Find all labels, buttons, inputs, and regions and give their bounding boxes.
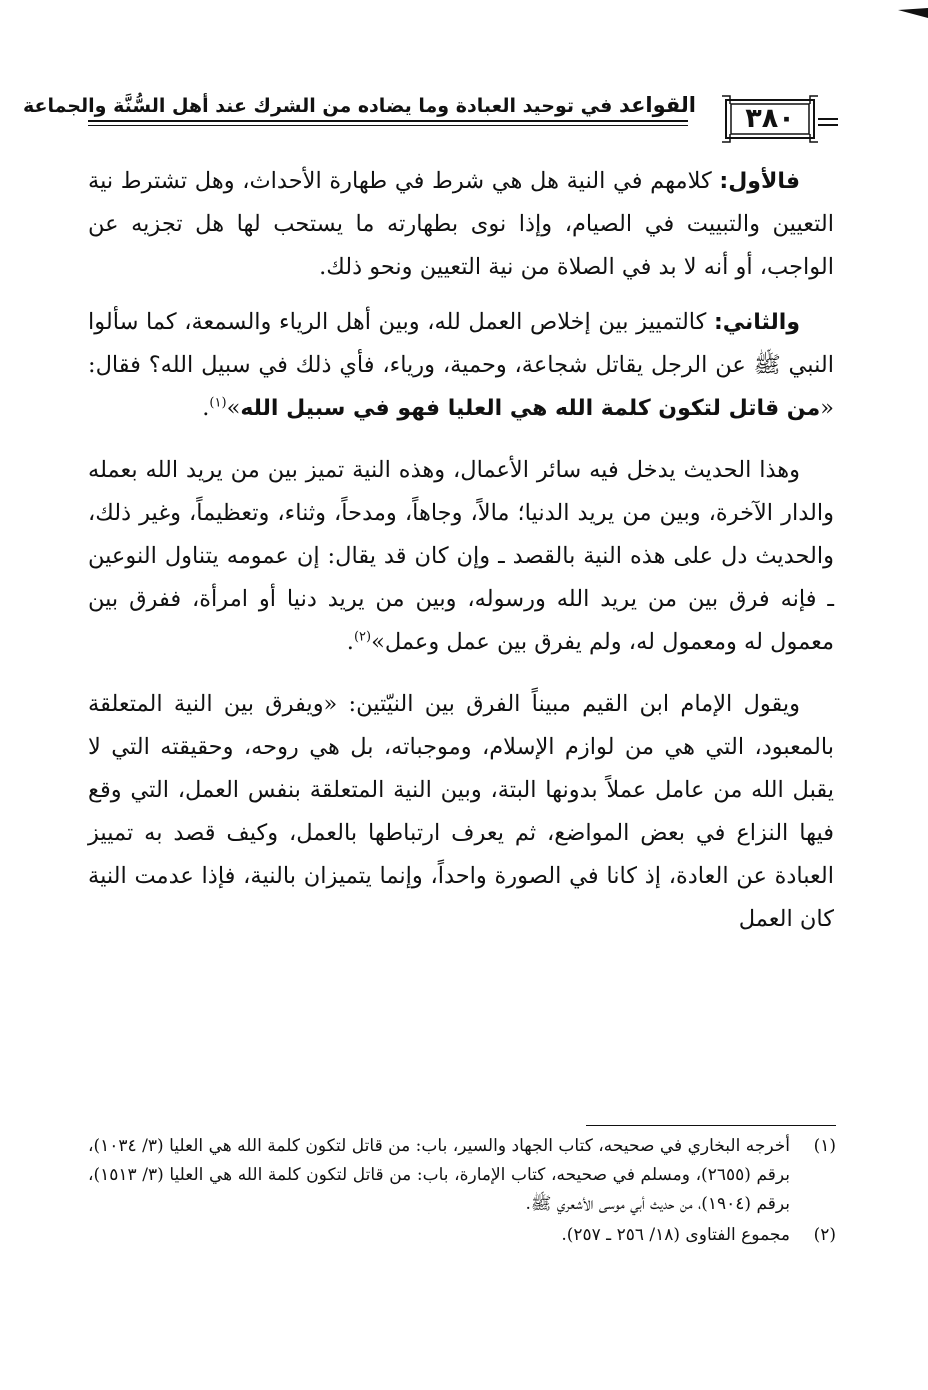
paragraph-third — [88, 449, 834, 664]
header-title-text: في توحيد العبادة وما يضاده من الشرك عند أهل السُّنَّة والجماعة — [22, 95, 613, 117]
paragraph-third-text: وهذا الحديث يدخل فيه سائر الأعمال، وهذه النية تميز بين من يريد الله بعمله والدار الآخرة، وبين من يريد الدنيا؛ مالاً، وجاهاً، ومدحاً، وثناء، وتعظيماً، وغير ذلك، والحديث دل على هذه النية بالقصد ـ وإن كان قد يقال: إن عمومه يتناول النوعين ـ فإنه فرق بين من يريد الله ورسوله، وبين من يريد دنيا أو امرأة، ففرق بين معمول له ومعمول له، ولم يفرق بين عمل وعمل» — [88, 457, 834, 655]
quote-close: » — [226, 395, 241, 421]
paragraph-fourth-text: ويقول الإمام ابن القيم مبيناً الفرق بين النيّتين: «ويفرق بين النية المتعلقة بالمعبود، التي هي من لوازم الإسلام، وموجباته، بل هي روحه، وحقيقته التي لا يقبل الله من عامل عملاً بدونها البتة، وبين النية المتعلقة بنفس العمل، التي وقع فيها النزاع في بعض المواضع، ثم يعرف ارتباطها بالعمل، وكيف قصد به تمييز العبادة عن العادة، إذ كانا في الصورة واحداً، وإنما يتميزان بالنية، فإذا عدمت النية كان العمل — [88, 691, 834, 932]
footnote-separator — [586, 1125, 836, 1126]
page-number: ٣٨٠ — [745, 102, 795, 134]
paragraph-second-lead: والثاني: — [713, 310, 800, 335]
footnotes — [88, 1132, 836, 1252]
paragraph-first-lead: فالأول: — [719, 169, 800, 194]
header-rule-bottom — [88, 125, 688, 126]
paragraph-fourth — [88, 683, 834, 941]
paragraph-second — [88, 301, 834, 430]
footnote-text: مجموع الفتاوى (١٨/ ٢٥٦ ـ ٢٥٧). — [561, 1225, 790, 1245]
paragraph-second-text: كالتمييز بين إخلاص العمل لله، وبين أهل الرياء والسمعة، كما سألوا النبي ﷺ عن الرجل يقاتل شجاعة، وحمية، ورياء، فأي ذلك في سبيل الله؟ فقال: « — [88, 309, 834, 421]
header-rule-right-bottom — [818, 124, 838, 126]
paragraph-second-end: . — [202, 395, 210, 421]
corner-mark — [898, 8, 928, 18]
footnote-2 — [88, 1221, 836, 1250]
header-rule-right-top — [818, 118, 838, 120]
running-header-title — [22, 92, 696, 119]
footnote-number: (٢) — [813, 1225, 836, 1245]
paragraph-first-text: كلامهم في النية هل هي شرط في طهارة الأحداث، وهل تشترط نية التعيين والتبييت في الصيام، وإذا نوى بطهارته ما يستحب لها هل تجزيه عن الواجب، أو أنه لا بد في الصلاة من نية التعيين ونحو ذلك. — [88, 168, 834, 280]
footnote-1 — [88, 1132, 836, 1219]
footnote-ref-2: (٢) — [353, 629, 372, 645]
header-brand: القواعد — [618, 93, 696, 117]
footnote-text: أخرجه البخاري في صحيحه، كتاب الجهاد والسير، باب: من قاتل لتكون كلمة الله هي العليا (٣/ ١٠٣٤)، برقم (٢٦٥٥)، ومسلم في صحيحه، كتاب الإمارة، باب: من قاتل لتكون كلمة الله هي العليا (٣/ ١٥١٣)، برقم (١٩٠٤)، من حديث أبي موسى الأشعري ﷺ. — [88, 1136, 790, 1214]
paragraph-first — [88, 160, 834, 289]
footnote-ref-1: (١) — [209, 395, 227, 411]
main-text — [88, 160, 834, 960]
running-header — [22, 88, 838, 150]
footnote-number: (١) — [813, 1136, 836, 1156]
header-rule-top — [88, 120, 688, 122]
paragraph-third-end: . — [346, 629, 354, 655]
hadith-quote: من قاتل لتكون كلمة الله هي العليا فهو في سبيل الله — [240, 396, 821, 421]
